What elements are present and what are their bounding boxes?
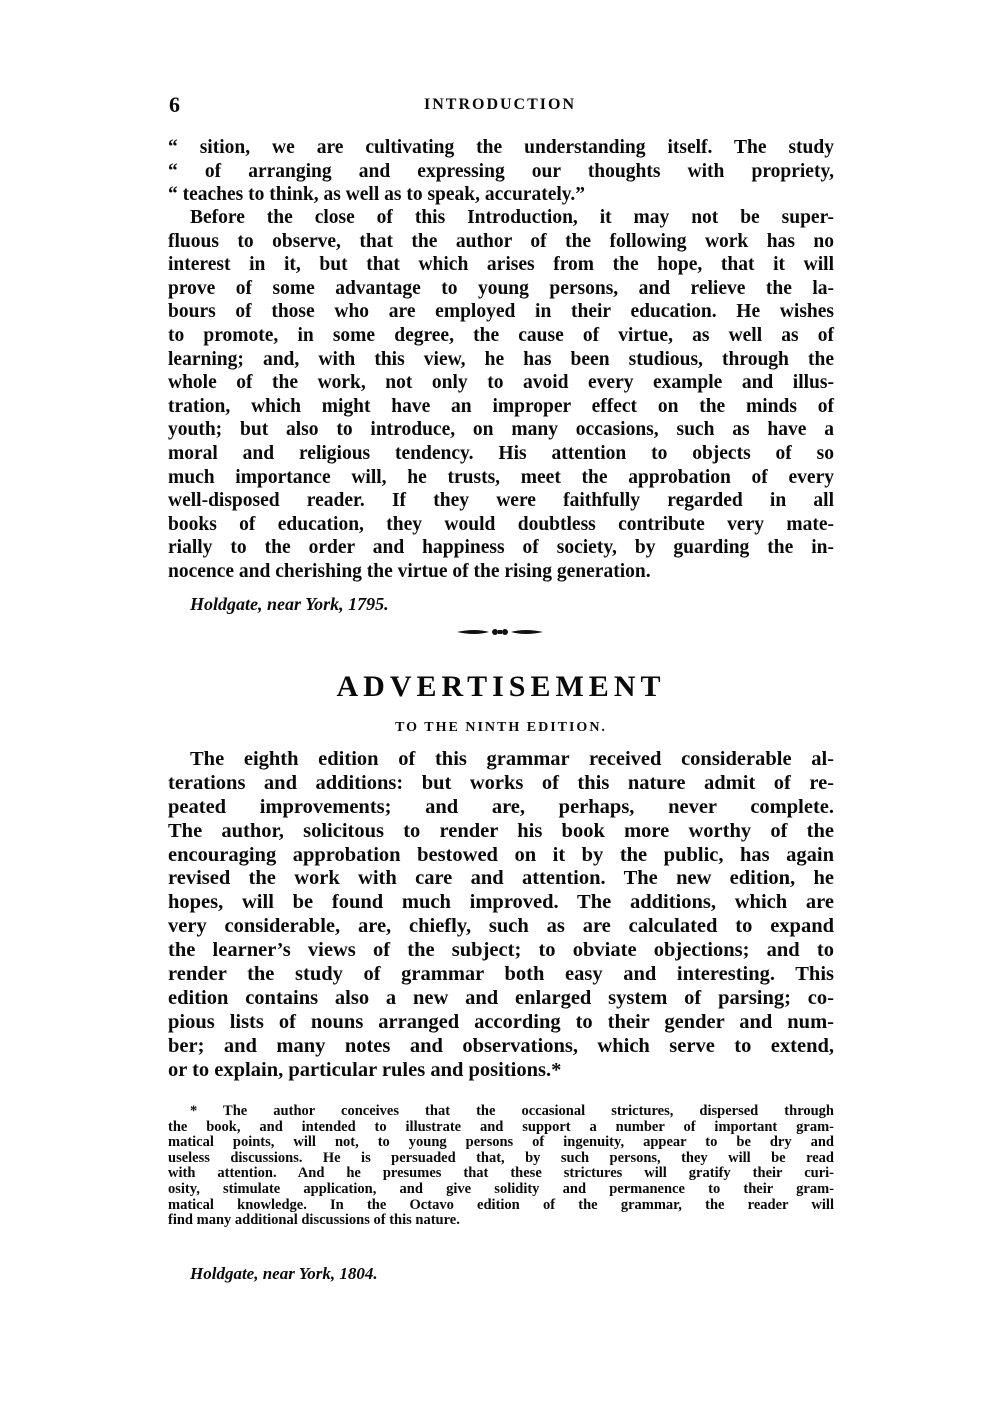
text-line: much importance will, he trusts, meet the approbation of every bbox=[168, 466, 834, 488]
text-line: bours of those who are employed in their education. He wishes bbox=[168, 301, 834, 323]
text-line: The author, solicitous to render his book more worthy of the bbox=[168, 819, 834, 842]
introduction-closing-paragraph bbox=[168, 206, 834, 584]
text-line: Before the close of this Introduction, it may not be super- bbox=[190, 207, 834, 228]
text-line: revised the work with care and attention. The new edition, he bbox=[168, 867, 834, 890]
running-head: INTRODUCTION bbox=[423, 96, 576, 113]
text-line: “ of arranging and expressing our thoughts with propriety, bbox=[168, 160, 834, 182]
text-line: moral and religious tendency. His attention to objects of so bbox=[168, 442, 834, 464]
advertisement-signature: Holdgate, near York, 1804. bbox=[190, 1264, 378, 1283]
text-line: ber; and many notes and observations, which serve to extend, bbox=[168, 1034, 834, 1057]
text-line: render the study of grammar both easy and interesting. This bbox=[168, 963, 834, 986]
text-line: hopes, will be found much improved. The additions, which are bbox=[168, 891, 834, 914]
text-line: or to explain, particular rules and positions.* bbox=[168, 1058, 562, 1081]
text-line: pious lists of nouns arranged according to their gender and num- bbox=[168, 1010, 834, 1033]
text-line: prove of some advantage to young persons, and relieve the la- bbox=[168, 277, 834, 299]
footnote-line: matical points, will not, to young persons of ingenuity, appear to be dry and bbox=[168, 1134, 834, 1151]
text-line: interest in it, but that which arises from the hope, that it will bbox=[168, 254, 834, 276]
quotation-paragraph bbox=[168, 136, 834, 207]
footnote-line: with attention. And he presumes that these strictures will gratify their curi- bbox=[168, 1165, 834, 1182]
text-line: to promote, in some degree, the cause of virtue, as well as of bbox=[168, 324, 834, 346]
introduction-signature: Holdgate, near York, 1795. bbox=[190, 594, 389, 614]
text-line: learning; and, with this view, he has been studious, through the bbox=[168, 348, 834, 370]
text-line: the learner’s views of the subject; to obviate objections; and to bbox=[168, 939, 834, 962]
page-header bbox=[165, 92, 835, 122]
text-line: very considerable, are, chiefly, such as are calculated to expand bbox=[168, 915, 834, 938]
text-line: edition contains also a new and enlarged system of parsing; co- bbox=[168, 986, 834, 1009]
footnote-line: the book, and intended to illustrate and support a number of important gram- bbox=[168, 1118, 834, 1135]
advertisement-title: ADVERTISEMENT bbox=[336, 670, 666, 703]
footnote-line: osity, stimulate application, and give solidity and permanence to their gram- bbox=[168, 1180, 834, 1197]
section-divider-ornament bbox=[455, 625, 545, 639]
text-line: “ teaches to think, as well as to speak, accurately.” bbox=[168, 184, 586, 206]
text-line: whole of the work, not only to avoid every example and illus- bbox=[168, 372, 834, 394]
text-line: peated improvements; and are, perhaps, never complete. bbox=[168, 795, 834, 818]
footnote-line: matical knowledge. In the Octavo edition of the grammar, the reader will bbox=[168, 1196, 834, 1213]
text-line: The eighth edition of this grammar received considerable al- bbox=[190, 748, 834, 770]
page-number: 6 bbox=[169, 92, 180, 117]
footnote-line: find many additional discussions of this nature. bbox=[168, 1212, 460, 1229]
text-line: well-disposed reader. If they were faithfully regarded in all bbox=[168, 490, 834, 512]
text-line: rially to the order and happiness of society, by guarding the in- bbox=[168, 537, 834, 559]
advertisement-subtitle: TO THE NINTH EDITION. bbox=[395, 720, 607, 735]
footnote-line: useless discussions. He is persuaded that, by such persons, they will be read bbox=[168, 1149, 834, 1166]
text-line: terations and additions: but works of this nature admit of re- bbox=[168, 771, 834, 794]
text-line: “ sition, we are cultivating the understanding itself. The study bbox=[168, 137, 834, 158]
advertisement-paragraph bbox=[168, 748, 834, 1082]
text-line: nocence and cherishing the virtue of the rising generation. bbox=[168, 560, 651, 582]
text-line: fluous to observe, that the author of the following work has no bbox=[168, 230, 834, 252]
footnote-line: * The author conceives that the occasional strictures, dispersed through bbox=[190, 1103, 834, 1119]
text-line: encouraging approbation bestowed on it by the public, has again bbox=[168, 843, 834, 866]
text-line: tration, which might have an improper effect on the minds of bbox=[168, 395, 834, 417]
text-line: youth; but also to introduce, on many occasions, such as have a bbox=[168, 419, 834, 441]
text-line: books of education, they would doubtless contribute very mate- bbox=[168, 513, 834, 535]
footnote bbox=[168, 1104, 834, 1229]
